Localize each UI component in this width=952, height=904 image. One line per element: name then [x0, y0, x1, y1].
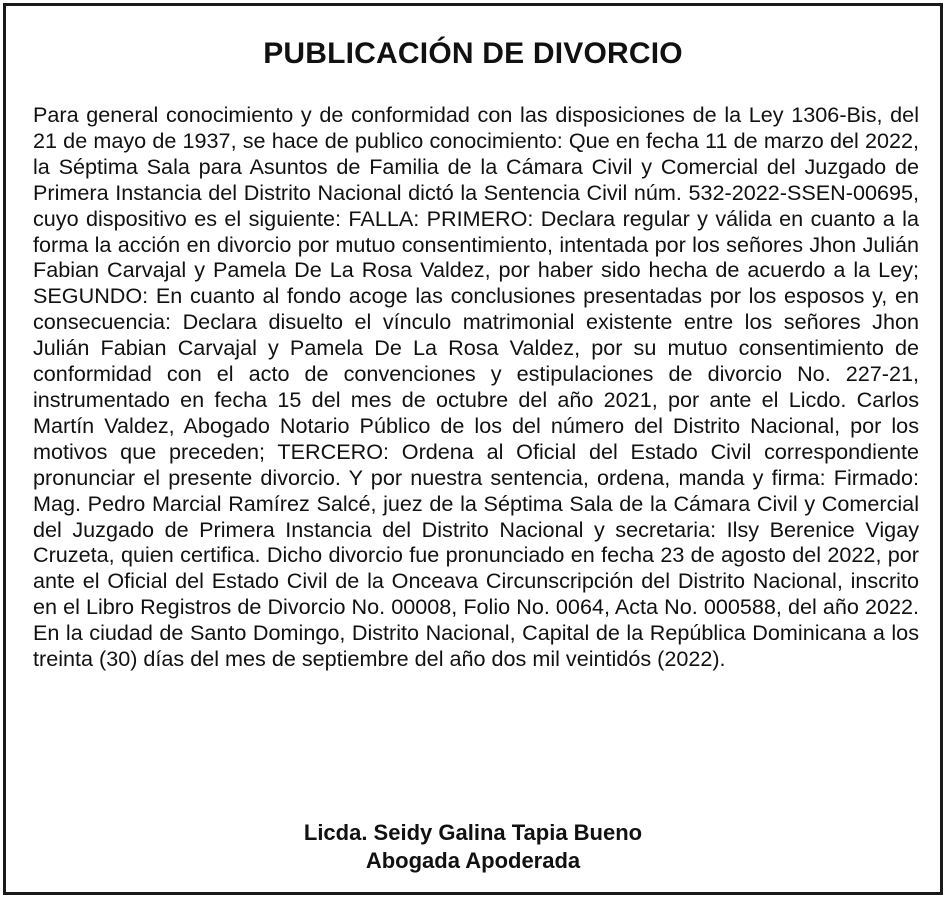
- signer-name: Licda. Seidy Galina Tapia Bueno: [303, 820, 643, 845]
- divorce-notice: [3, 3, 943, 895]
- signature-block: [6, 819, 940, 875]
- signer-role: Abogada Apoderada: [365, 848, 581, 873]
- notice-title: PUBLICACIÓN DE DIVORCIO: [263, 37, 683, 70]
- notice-body: Para general conocimiento y de conformidad con las disposiciones de la Ley 1306-Bis, del 21 de mayo de 1937, se hace de publico conocimiento: Que en fecha 11 de marzo del 2022, la Séptima Sala para Asuntos de Familia de la Cámara Civil y Comercial del Juzgado de Primera Instancia del Distrito Nacional dictó la Sentencia Civil núm. 532-2022-SSEN-00695, cuyo dispositivo es el siguiente: FALLA: PRIMERO: Declara regular y válida en cuanto a la forma la acción en divorcio por mutuo consentimiento, intentada por los señores Jhon Julián Fabian Carvajal y Pamela De La Rosa Valdez, por haber sido hecha de acuerdo a la Ley; SEGUNDO: En cuanto al fondo acoge las conclusiones presentadas por los esposos y, en consecuencia: Declara disuelto el vínculo matrimonial existente entre los señores Jhon Julián Fabian Carvajal y Pamela De La Rosa Valdez, por su mutuo consentimiento de conformidad con el acto de convenciones y estipulaciones de divorcio No. 227-21, instrumentado en fecha 15 del mes de octubre del año 2021, por ante el Licdo. Carlos Martín Valdez, Abogado Notario Público de los del número del Distrito Nacional, por los motivos que preceden; TERCERO: Ordena al Oficial del Estado Civil correspondiente pronunciar el presente divorcio. Y por nuestra sentencia, ordena, manda y firma: Firmado: Mag. Pedro Marcial Ramírez Salcé, juez de la Séptima Sala de la Cámara Civil y Comercial del Juzgado de Primera Instancia del Distrito Nacional y secretaria: Ilsy Berenice Vigay Cruzeta, quien certifica. Dicho divorcio fue pronunciado en fecha 23 de agosto del 2022, por ante el Oficial del Estado Civil de la Onceava Circunscripción del Distrito Nacional, inscrito en el Libro Registros de Divorcio No. 00008, Folio No. 0064, Acta No. 000588, del año 2022. En la ciudad de Santo Domingo, Distrito Nacional, Capital de la República Dominicana a los treinta (30) días del mes de septiembre del año dos mil veintidós (2022).: [33, 102, 919, 672]
